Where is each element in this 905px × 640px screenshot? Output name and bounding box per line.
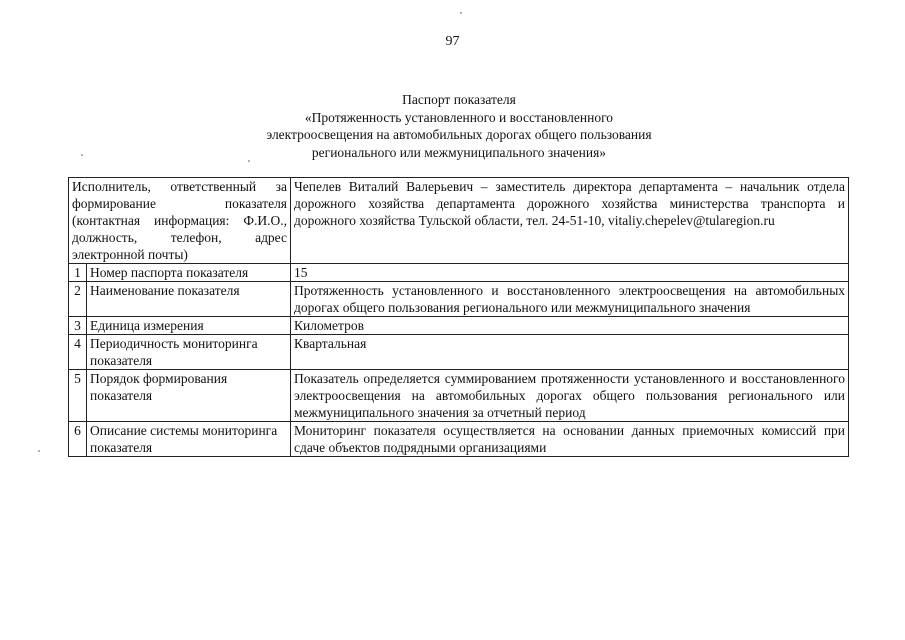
executor-email: vitaliy.chepelev@tularegion.ru (607, 213, 775, 228)
table-row (69, 370, 849, 422)
table-row (69, 282, 849, 317)
title-line-1: Паспорт показателя (402, 92, 516, 107)
row-number: 1 (69, 264, 87, 282)
row-number: 5 (69, 370, 87, 422)
row-label: Порядок формирования показателя (87, 370, 291, 422)
row-label: Наименование показателя (87, 282, 291, 317)
row-value: Показатель определяется суммированием протяженности установленного и восстановленного электроосвещения на автомобильных дорогах общего пользования регионального или межмуниципального значения за отчетный период (291, 370, 849, 422)
table-row (69, 264, 849, 282)
table-row-executor (69, 178, 849, 264)
scan-speck (38, 450, 40, 452)
row-value: Протяженность установленного и восстановленного электроосвещения на автомобильных дорогах общего пользования регионального или межмуниципального значения (291, 282, 849, 317)
row-value: Квартальная (291, 335, 849, 370)
table-row (69, 422, 849, 457)
row-value: 15 (291, 264, 849, 282)
row-label: Единица измерения (87, 317, 291, 335)
row-number: 2 (69, 282, 87, 317)
indicator-passport-table (68, 177, 849, 457)
page-number: 97 (445, 34, 460, 49)
row-label: Периодичность мониторинга показателя (87, 335, 291, 370)
row-label: Номер паспорта показателя (87, 264, 291, 282)
executor-label: Исполнитель, ответственный за формирование показателя (контактная информация: Ф.И.О., должность, телефон, адрес электронной почты) (69, 178, 291, 264)
scan-speck (460, 12, 462, 14)
document-title (150, 91, 768, 161)
executor-value (291, 178, 849, 264)
row-value: Километров (291, 317, 849, 335)
title-line-4: регионального или межмуниципального значения» (311, 144, 607, 160)
title-line-3: электроосвещения на автомобильных дорогах общего пользования (266, 127, 652, 142)
row-value: Мониторинг показателя осуществляется на основании данных приемочных комиссий при сдаче объектов подрядными организациями (291, 422, 849, 457)
row-label: Описание системы мониторинга показателя (87, 422, 291, 457)
title-line-2: «Протяженность установленного и восстановленного (304, 109, 614, 125)
table-row (69, 335, 849, 370)
scan-speck (81, 154, 83, 156)
row-number: 6 (69, 422, 87, 457)
row-number: 4 (69, 335, 87, 370)
executor-contact: Чепелев Виталий Валерьевич – заместитель директора департамента – начальник отдела дорожного хозяйства департамента дорожного хозяйства министерства транспорта и дорожного хозяйства Тульской области, тел. 24-51-10, (294, 179, 846, 228)
table-row (69, 317, 849, 335)
scan-speck (248, 160, 250, 162)
row-number: 3 (69, 317, 87, 335)
